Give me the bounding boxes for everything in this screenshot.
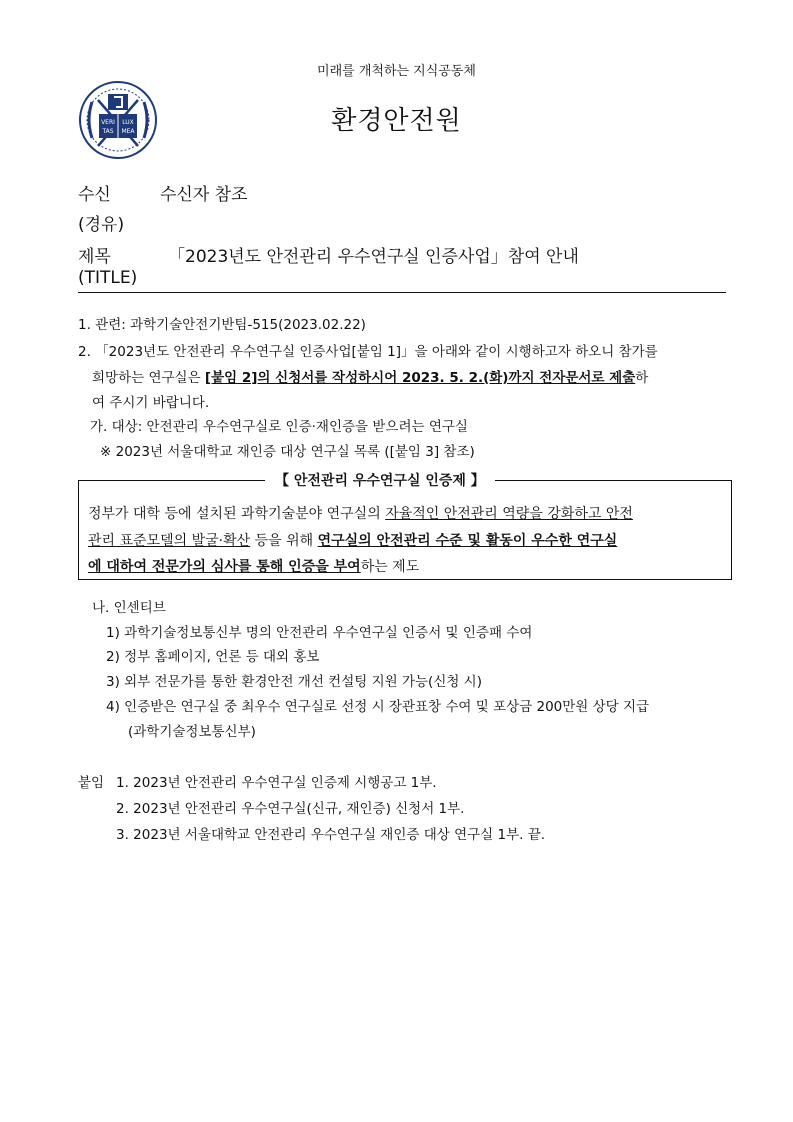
subject-value: 「2023년도 안전관리 우수연구실 인증사업」참여 안내	[168, 247, 579, 267]
recipient-value: 수신자 참조	[160, 185, 248, 205]
attachment-item-2: 2. 2023년 안전관리 우수연구실(신규, 재인증) 신청서 1부.	[116, 801, 465, 817]
subject-label: 제목	[78, 247, 111, 267]
box-line-1-underline: 자율적인 안전관리 역량을 강화하고 안전	[385, 506, 633, 522]
item-2-line-2	[92, 366, 648, 386]
item-ga-target: 가. 대상: 안전관리 우수연구실로 인증·재인증을 받으려는 연구실	[90, 419, 468, 435]
item-2-line-1: 2. 「2023년도 안전관리 우수연구실 인증사업[붙임 1]」을 아래와 같이 시행하고자 하오니 참가를	[78, 344, 658, 360]
item-2-deadline-emphasis: [붙임 2]의 신청서를 작성하시어 2023. 5. 2.(화)까지 전자문서로 제출	[204, 370, 636, 386]
box-line-2-bold-underline: 연구실의 안전관리 수준 및 활동이 우수한 연구실	[317, 533, 618, 549]
header-divider	[78, 292, 726, 293]
via-label: (경유)	[78, 215, 125, 235]
box-line-1-pre: 정부가 대학 등에 설치된 과학기술분야 연구실의	[88, 506, 386, 522]
org-name-title: 환경안전원	[331, 106, 462, 136]
logo-text-veri: VERI	[101, 119, 115, 126]
logo-text-tas: TAS	[102, 128, 114, 135]
title-label: (TITLE)	[78, 268, 138, 288]
incentive-item-1: 1) 과학기술정보통신부 명의 안전관리 우수연구실 인증서 및 인증패 수여	[106, 625, 533, 641]
box-line-3-post: 하는 제도	[360, 559, 420, 575]
logo-text-lux: LUX	[122, 119, 134, 126]
slogan: 미래를 개척하는 지식공동체	[317, 64, 476, 79]
attachment-item-1: 1. 2023년 안전관리 우수연구실 인증제 시행공고 1부.	[116, 775, 437, 791]
incentive-item-2: 2) 정부 홈페이지, 언론 등 대외 홍보	[106, 649, 320, 665]
box-line-2	[88, 530, 617, 550]
item-1-reference: 1. 관련: 과학기술안전기반팀-515(2023.02.22)	[78, 317, 366, 333]
attachments-label: 붙임	[78, 775, 105, 791]
logo-text-mea: MEA	[121, 128, 135, 135]
box-title: 【 안전관리 우수연구실 인증제 】	[265, 470, 495, 490]
incentive-item-3: 3) 외부 전문가를 통한 환경안전 개선 컨설팅 지원 가능(신청 시)	[106, 674, 482, 690]
item-2-line-2-pre: 희망하는 연구실은	[92, 370, 205, 386]
item-2-line-2-post: 하	[635, 370, 649, 386]
incentive-item-4-cont: (과학기술정보통신부)	[128, 724, 256, 740]
incentive-item-4: 4) 인증받은 연구실 중 최우수 연구실로 선정 시 장관표창 수여 및 포상금 200만원 상당 지급	[106, 699, 650, 715]
box-line-2-underline: 관리 표준모델의 발굴·확산	[88, 533, 251, 549]
attachment-item-3: 3. 2023년 서울대학교 안전관리 우수연구실 재인증 대상 연구실 1부. 끝.	[116, 827, 546, 843]
box-line-1	[88, 503, 633, 523]
incentives-heading: 나. 인센티브	[92, 600, 166, 616]
box-line-2-mid: 등을 위해	[250, 533, 318, 549]
item-2-line-3: 여 주시기 바랍니다.	[92, 395, 210, 411]
item-ga-note: ※ 2023년 서울대학교 재인증 대상 연구실 목록 ([붙임 3] 참조)	[100, 444, 475, 460]
box-line-3-bold-underline: 에 대하여 전문가의 심사를 통해 인증을 부여	[88, 559, 361, 575]
box-line-3	[88, 556, 419, 576]
recipient-label: 수신	[78, 185, 111, 205]
